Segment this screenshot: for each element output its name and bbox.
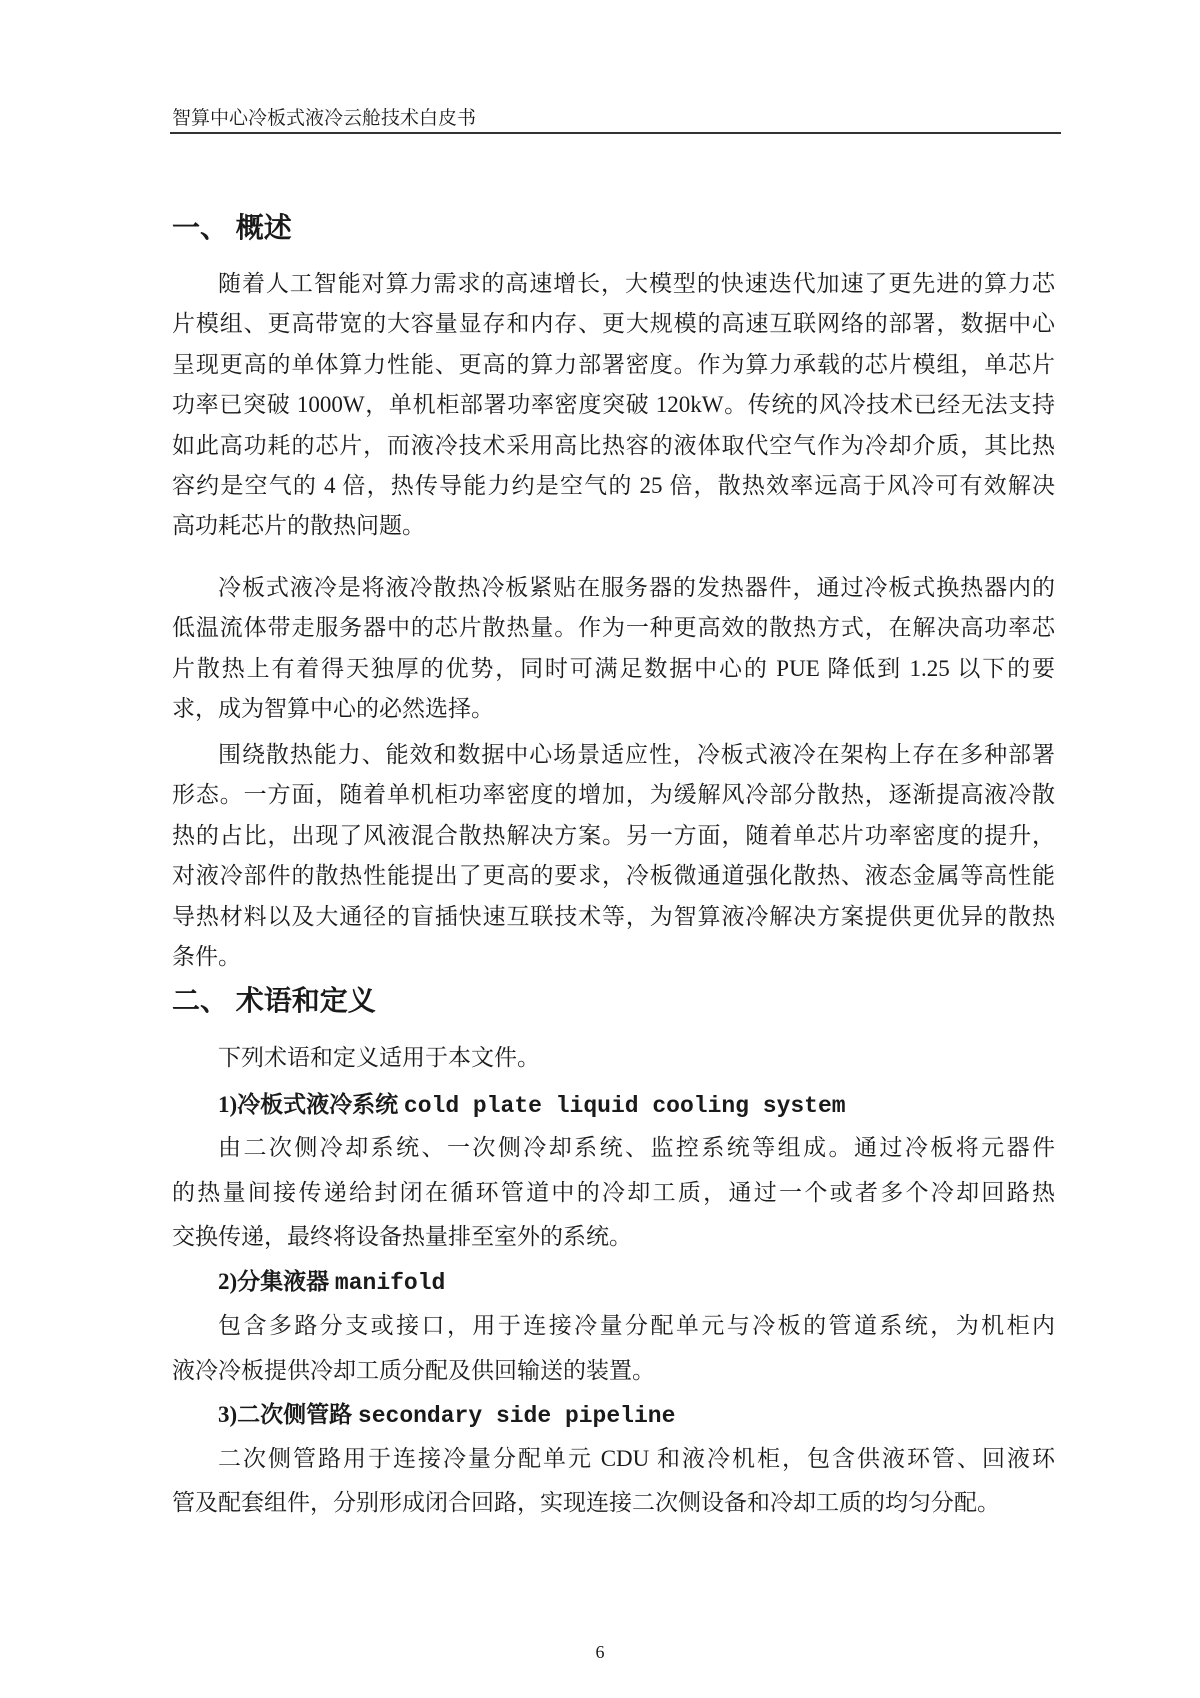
text-line: 交换传递，最终将设备热量排至室外的系统。 <box>172 1224 632 1249</box>
text-line: 液冷冷板提供冷却工质分配及供回输送的装置。 <box>172 1358 655 1383</box>
text-line: 条件。 <box>172 943 241 969</box>
text-line: 高功耗芯片的散热问题。 <box>172 513 425 539</box>
text-line: 下列术语和定义适用于本文件。 <box>218 1045 540 1070</box>
term-heading <box>172 1085 1055 1125</box>
term-definition <box>172 1126 1055 1260</box>
text-line: 随着人工智能对算力需求的高速增长，大模型的快速迭代加速了更先进的算力芯 <box>218 271 1055 296</box>
text-line: 冷板式液冷是将液冷散热冷板紧贴在服务器的发热器件，通过冷板式换热器内的 <box>218 575 1055 600</box>
term-title-cn: 3)二次侧管路 <box>218 1402 353 1427</box>
text-line: 的热量间接传递给封闭在循环管道中的冷却工质，通过一个或者多个冷却回路热 <box>172 1179 1055 1205</box>
paragraph <box>172 264 1055 547</box>
text-line: 呈现更高的单体算力性能、更高的算力部署密度。作为算力承载的芯片模组，单芯片 <box>172 351 1055 377</box>
term-title-en: manifold <box>334 1270 446 1296</box>
term-title <box>172 1085 1055 1125</box>
term-heading <box>172 1395 1055 1435</box>
page-number: 6 <box>595 1642 605 1662</box>
text-line: 低温流体带走服务器中的芯片散热量。作为一种更高效的散热方式，在解决高功率芯 <box>172 615 1055 641</box>
text-line: 导热材料以及大通径的盲插快速互联技术等，为智算液冷解决方案提供更优异的散热 <box>172 903 1055 929</box>
text-line: 由二次侧冷却系统、一次侧冷却系统、监控系统等组成。通过冷板将元器件 <box>218 1135 1055 1160</box>
term-title-en: cold plate liquid cooling system <box>403 1093 846 1119</box>
term-title-cn: 2)分集液器 <box>218 1269 330 1294</box>
text-line: 容约是空气的 4 倍，热传导能力约是空气的 25 倍，散热效率远高于风冷可有效解决 <box>172 472 1055 498</box>
term-title-en: secondary side pipeline <box>357 1403 676 1429</box>
terms-intro <box>172 1038 1055 1078</box>
section-heading-overview: 一、 概述 <box>172 212 292 243</box>
term-heading <box>172 1262 1055 1302</box>
text-line: 对液冷部件的散热性能提出了更高的要求，冷板微通道强化散热、液态金属等高性能 <box>172 863 1055 889</box>
paragraph <box>172 568 1055 730</box>
section-heading-terms: 二、 术语和定义 <box>172 985 376 1016</box>
term-title <box>172 1395 1055 1435</box>
text-line: 片模组、更高带宽的大容量显存和内存、更大规模的高速互联网络的部署，数据中心 <box>172 311 1055 337</box>
text-line: 如此高功耗的芯片，而液冷技术采用高比热容的液体取代空气作为冷却介质，其比热 <box>172 432 1055 458</box>
term-title-cn: 1)冷板式液冷系统 <box>218 1092 399 1117</box>
text-line: 片散热上有着得天独厚的优势，同时可满足数据中心的 PUE 降低到 1.25 以下的要 <box>172 655 1055 681</box>
paragraph <box>172 735 1055 977</box>
text-line: 围绕散热能力、能效和数据中心场景适应性，冷板式液冷在架构上存在多种部署 <box>218 742 1055 767</box>
term-title <box>172 1262 1055 1302</box>
text-line: 功率已突破 1000W，单机柜部署功率密度突破 120kW。传统的风冷技术已经无法支持 <box>172 392 1055 418</box>
running-header: 智算中心冷板式液冷云舱技术白皮书 <box>172 108 477 129</box>
text-line: 二次侧管路用于连接冷量分配单元 CDU 和液冷机柜，包含供液环管、回液环 <box>218 1446 1055 1471</box>
text-line: 包含多路分支或接口，用于连接冷量分配单元与冷板的管道系统，为机柜内 <box>218 1313 1055 1338</box>
text-line: 热的占比，出现了风液混合散热解决方案。另一方面，随着单芯片功率密度的提升， <box>172 822 1055 848</box>
text-line: 形态。一方面，随着单机柜功率密度的增加，为缓解风冷部分散热，逐渐提高液冷散 <box>172 782 1055 808</box>
header-rule <box>170 132 1061 134</box>
text-line: 求，成为智算中心的必然选择。 <box>172 696 494 722</box>
term-definition <box>172 1303 1055 1393</box>
term-definition <box>172 1437 1055 1525</box>
text-line: 管及配套组件，分别形成闭合回路，实现连接二次侧设备和冷却工质的均匀分配。 <box>172 1490 1000 1515</box>
